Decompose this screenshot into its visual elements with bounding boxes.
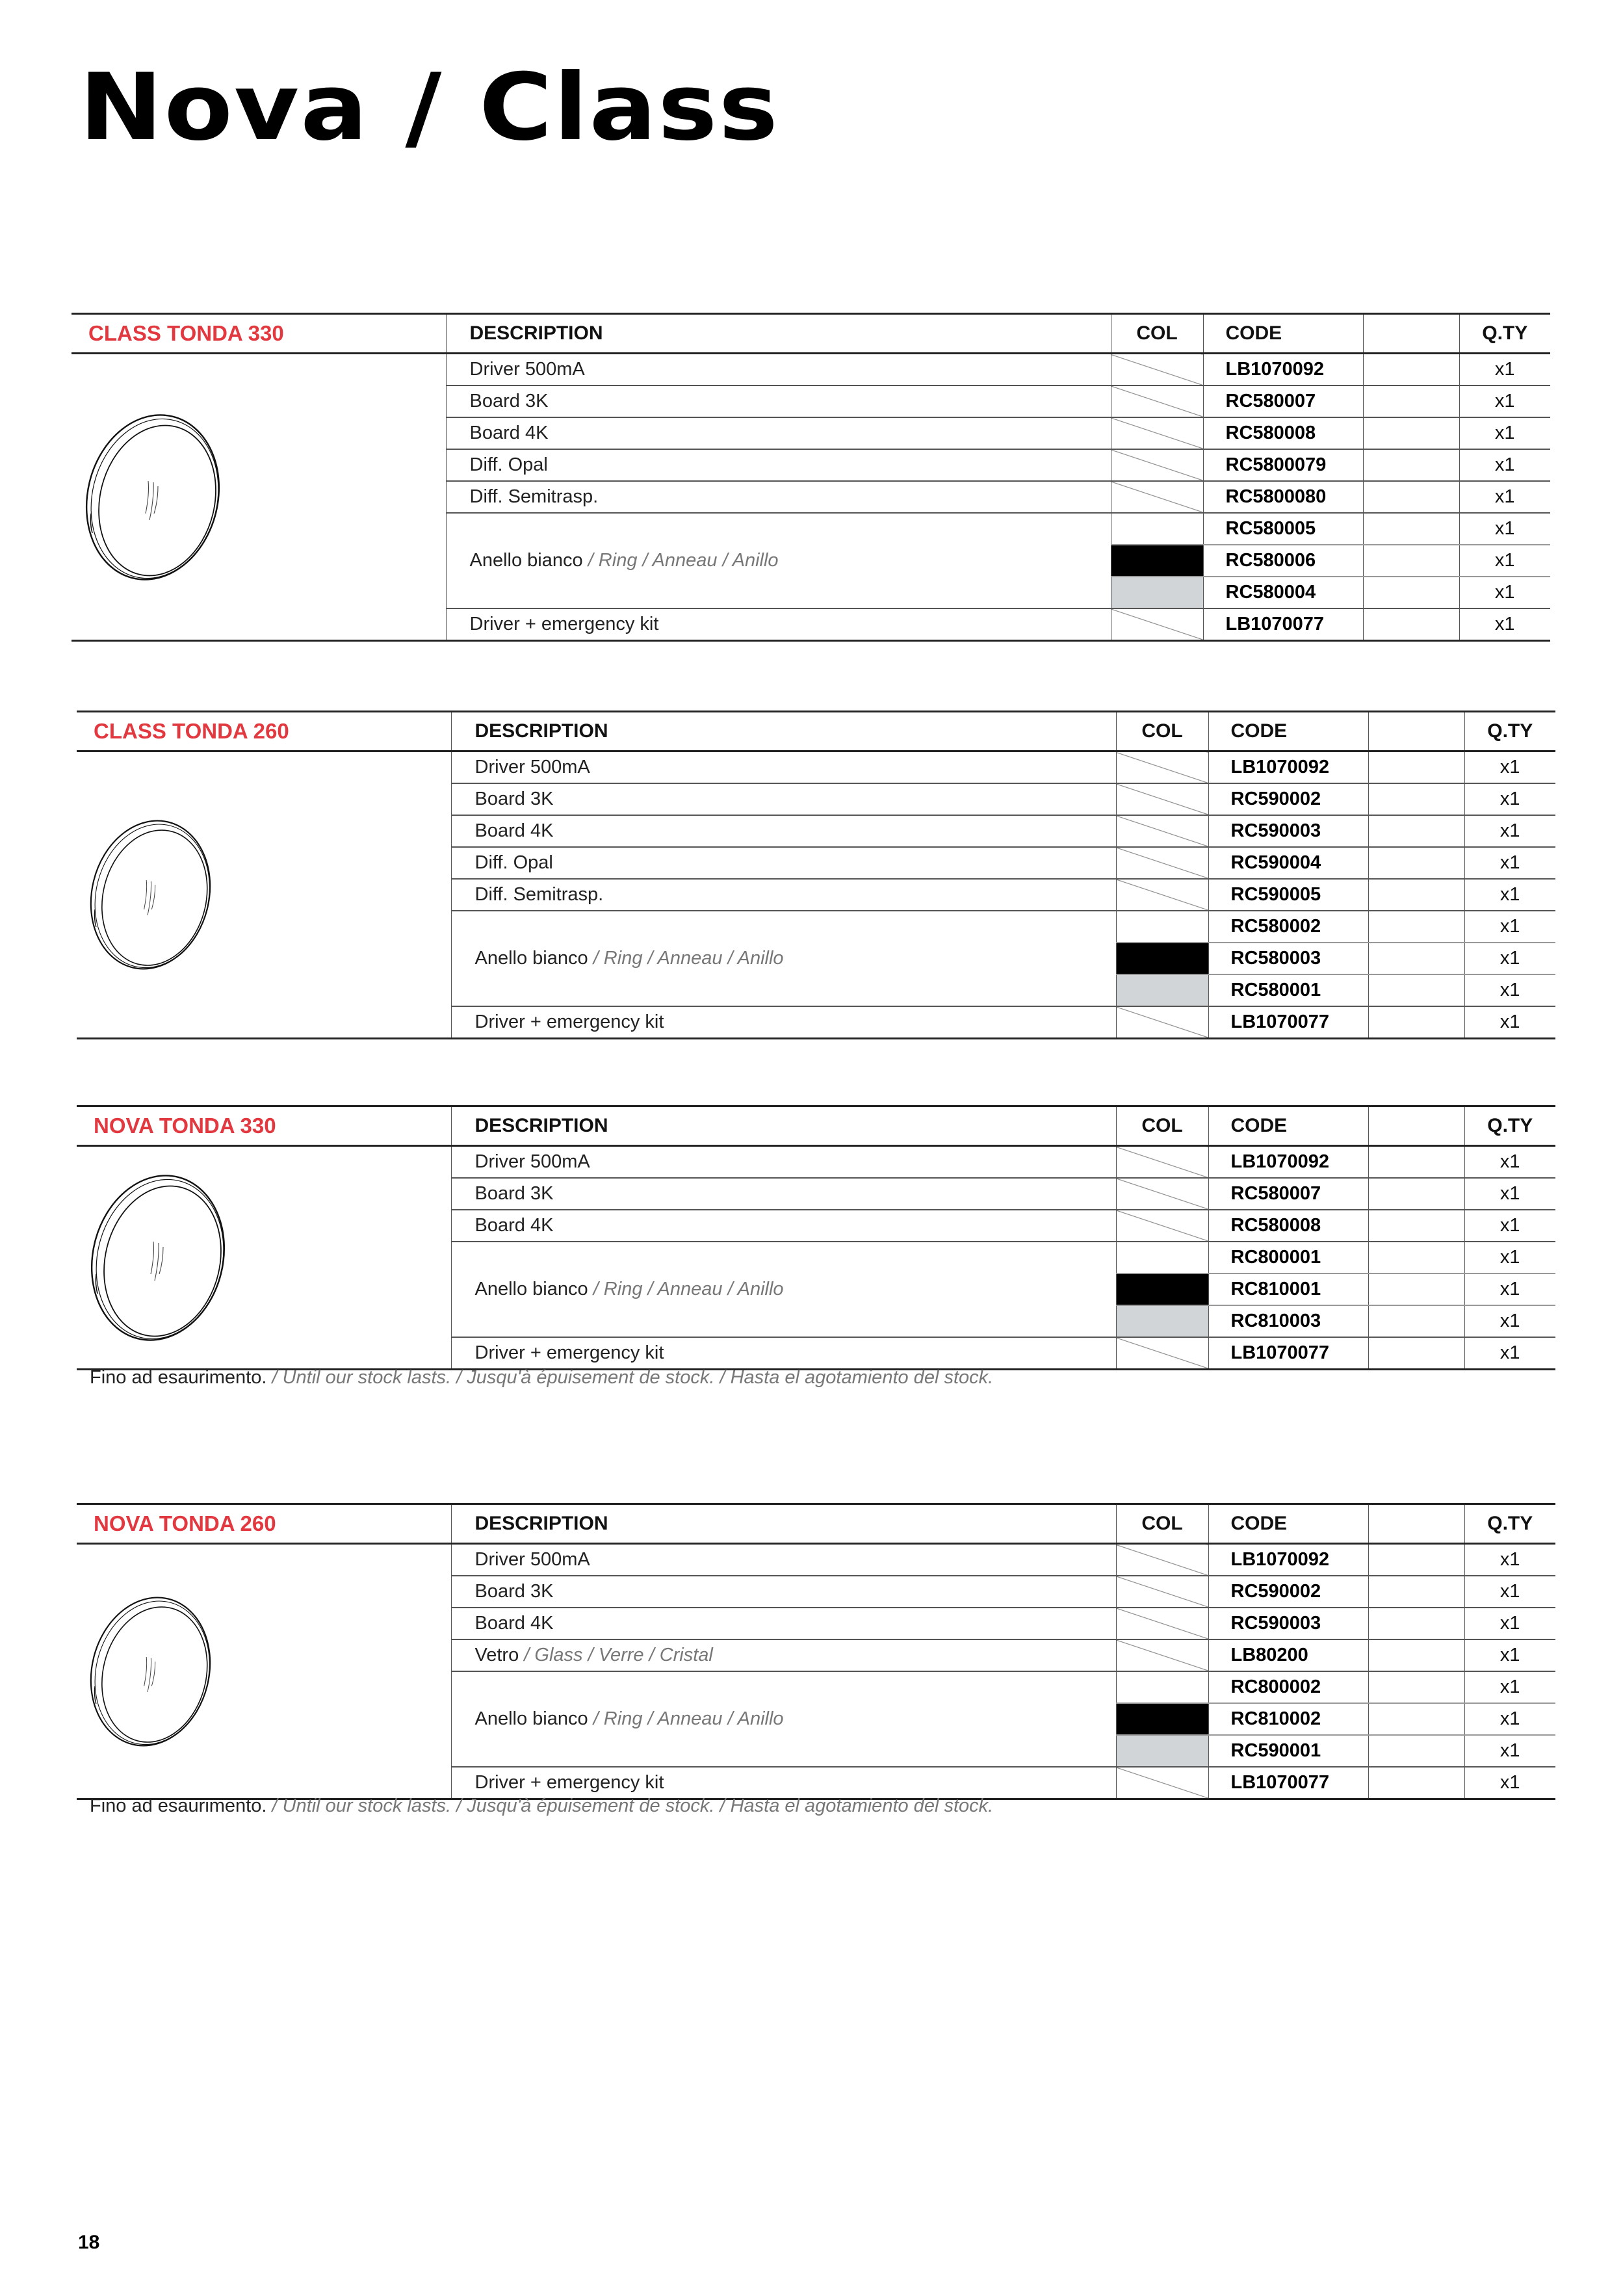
part-code: LB1070077 [1208, 1767, 1368, 1799]
description-translations: / Ring / Anneau / Anillo [588, 948, 784, 969]
blank-cell [1363, 577, 1459, 608]
description-translations: / Ring / Anneau / Anillo [588, 1279, 784, 1299]
no-color-slash-icon [1116, 1767, 1208, 1799]
description-text: Anello bianco [474, 1708, 588, 1729]
no-color-slash-icon [1116, 1608, 1208, 1639]
part-description [446, 449, 1111, 481]
part-description [446, 513, 1111, 608]
blank-cell [1368, 1178, 1464, 1210]
description-text: Driver + emergency kit [474, 1772, 664, 1793]
part-quantity: x1 [1464, 1337, 1555, 1370]
blank-cell [1368, 911, 1464, 943]
code-header: CODE [1208, 1504, 1368, 1544]
part-quantity: x1 [1459, 513, 1550, 545]
blank-cell [1368, 974, 1464, 1006]
part-code: RC5800080 [1203, 481, 1363, 513]
no-color-slash-icon [1111, 417, 1203, 449]
section-nova-tonda-260 [77, 1503, 1555, 1800]
description-text: Driver + emergency kit [474, 1011, 664, 1032]
code-header: CODE [1208, 1106, 1368, 1146]
part-code: LB80200 [1208, 1639, 1368, 1671]
no-color-slash-icon [1116, 1210, 1208, 1242]
product-image [71, 354, 446, 641]
part-code: RC800001 [1208, 1242, 1368, 1273]
description-text: Driver 500mA [469, 359, 585, 380]
no-color-slash-icon [1116, 1178, 1208, 1210]
part-quantity: x1 [1464, 1608, 1555, 1639]
part-quantity: x1 [1464, 1576, 1555, 1608]
blank-cell [1368, 847, 1464, 879]
part-code: RC580008 [1208, 1210, 1368, 1242]
part-description [451, 1006, 1116, 1039]
part-code: RC590003 [1208, 815, 1368, 847]
description-translations: / Ring / Anneau / Anillo [588, 1708, 784, 1729]
description-translations: / Glass / Verre / Cristal [519, 1645, 713, 1665]
blank-cell [1363, 385, 1459, 417]
part-code: LB1070092 [1208, 751, 1368, 784]
description-header: DESCRIPTION [446, 314, 1111, 354]
part-description [451, 1146, 1116, 1179]
part-code: RC590002 [1208, 783, 1368, 815]
blank-cell [1368, 1767, 1464, 1799]
part-quantity: x1 [1464, 943, 1555, 974]
code-header: CODE [1203, 314, 1363, 354]
no-color-slash-icon [1116, 879, 1208, 911]
part-code: RC580003 [1208, 943, 1368, 974]
no-color-slash-icon [1116, 1576, 1208, 1608]
description-text: Vetro [474, 1645, 519, 1665]
parts-table [77, 1503, 1555, 1800]
col-header: COL [1116, 1504, 1208, 1544]
no-color-slash-icon [1111, 449, 1203, 481]
description-text: Diff. Opal [474, 852, 553, 873]
part-description [451, 911, 1116, 1006]
parts-table [77, 711, 1555, 1039]
color-swatch-white [1116, 911, 1208, 943]
part-quantity: x1 [1459, 417, 1550, 449]
description-text: Board 3K [474, 1183, 554, 1204]
table-row [77, 751, 1555, 784]
stock-note-translations: / Until our stock lasts. / Jusqu'à épuisement de stock. / Hasta el agotamiento del stock. [266, 1367, 994, 1388]
part-description [451, 1178, 1116, 1210]
blank-cell [1368, 1703, 1464, 1735]
part-code: RC580007 [1203, 385, 1363, 417]
color-swatch-grey [1116, 1305, 1208, 1337]
color-swatch-black [1111, 545, 1203, 577]
part-quantity: x1 [1459, 577, 1550, 608]
product-name-heading: NOVA TONDA 330 [77, 1106, 451, 1146]
part-quantity: x1 [1464, 751, 1555, 784]
part-description [446, 354, 1111, 386]
description-text: Board 3K [469, 391, 549, 411]
part-description [446, 481, 1111, 513]
part-code: RC810001 [1208, 1273, 1368, 1305]
part-code: RC590004 [1208, 847, 1368, 879]
blank-cell [1363, 481, 1459, 513]
blank-cell [1368, 1305, 1464, 1337]
color-swatch-white [1111, 513, 1203, 545]
no-color-slash-icon [1116, 1639, 1208, 1671]
description-text: Diff. Opal [469, 454, 548, 475]
description-text: Anello bianco [469, 550, 583, 571]
part-quantity: x1 [1464, 1544, 1555, 1576]
blank-cell [1368, 1210, 1464, 1242]
part-description [451, 879, 1116, 911]
part-code: LB1070092 [1208, 1146, 1368, 1179]
blank-cell [1363, 354, 1459, 386]
color-swatch-white [1116, 1671, 1208, 1703]
product-image [77, 1544, 451, 1799]
blank-cell [1368, 1639, 1464, 1671]
color-swatch-black [1116, 1273, 1208, 1305]
part-quantity: x1 [1464, 1273, 1555, 1305]
part-description [451, 1608, 1116, 1639]
no-color-slash-icon [1116, 1544, 1208, 1576]
blank-cell [1368, 1608, 1464, 1639]
description-text: Driver 500mA [474, 1151, 590, 1172]
part-quantity: x1 [1459, 608, 1550, 641]
blank-header [1368, 1504, 1464, 1544]
part-description [446, 385, 1111, 417]
blank-cell [1368, 1273, 1464, 1305]
qty-header: Q.TY [1464, 1106, 1555, 1146]
blank-cell [1368, 1671, 1464, 1703]
part-code: RC590001 [1208, 1735, 1368, 1767]
part-quantity: x1 [1464, 1242, 1555, 1273]
no-color-slash-icon [1116, 847, 1208, 879]
no-color-slash-icon [1116, 1146, 1208, 1179]
no-color-slash-icon [1111, 385, 1203, 417]
part-description [451, 847, 1116, 879]
table-row [77, 1146, 1555, 1179]
part-description [451, 751, 1116, 784]
blank-cell [1368, 1576, 1464, 1608]
description-text: Board 4K [474, 820, 554, 841]
part-code: RC580008 [1203, 417, 1363, 449]
part-quantity: x1 [1459, 354, 1550, 386]
part-quantity: x1 [1464, 1703, 1555, 1735]
part-code: LB1070092 [1203, 354, 1363, 386]
lamp-illustration-icon [83, 1170, 233, 1346]
part-quantity: x1 [1464, 1305, 1555, 1337]
no-color-slash-icon [1116, 751, 1208, 784]
stock-note [90, 1795, 993, 1817]
parts-table [77, 1105, 1555, 1370]
stock-note-text: Fino ad esaurimento. [90, 1795, 267, 1816]
product-image [77, 1146, 451, 1370]
description-text: Board 4K [469, 423, 549, 443]
table-header-row [77, 1504, 1555, 1544]
table-row [71, 354, 1550, 386]
page-title: Nova / Class [79, 54, 780, 161]
part-code: RC580001 [1208, 974, 1368, 1006]
part-quantity: x1 [1464, 974, 1555, 1006]
no-color-slash-icon [1116, 1006, 1208, 1039]
description-translations: / Ring / Anneau / Anillo [582, 550, 779, 571]
description-text: Board 4K [474, 1215, 554, 1236]
description-header: DESCRIPTION [451, 1106, 1116, 1146]
code-header: CODE [1208, 712, 1368, 751]
part-description [446, 608, 1111, 641]
part-quantity: x1 [1464, 911, 1555, 943]
part-description [451, 1242, 1116, 1337]
table-header-row [77, 1106, 1555, 1146]
description-text: Board 3K [474, 789, 554, 809]
part-description [451, 1544, 1116, 1576]
lamp-illustration-icon [83, 1593, 218, 1751]
part-quantity: x1 [1464, 1767, 1555, 1799]
description-text: Driver 500mA [474, 1549, 590, 1570]
blank-cell [1363, 608, 1459, 641]
part-code: RC590005 [1208, 879, 1368, 911]
table-header-row [77, 712, 1555, 751]
product-name-heading: CLASS TONDA 330 [71, 314, 446, 354]
no-color-slash-icon [1111, 354, 1203, 386]
parts-table [71, 313, 1550, 642]
description-header: DESCRIPTION [451, 712, 1116, 751]
part-description [451, 1671, 1116, 1767]
part-quantity: x1 [1464, 1210, 1555, 1242]
part-description [446, 417, 1111, 449]
no-color-slash-icon [1111, 481, 1203, 513]
blank-header [1363, 314, 1459, 354]
description-text: Driver 500mA [474, 757, 590, 777]
blank-cell [1363, 449, 1459, 481]
description-text: Driver + emergency kit [474, 1342, 664, 1363]
no-color-slash-icon [1116, 815, 1208, 847]
blank-header [1368, 712, 1464, 751]
blank-cell [1368, 1242, 1464, 1273]
part-description [451, 815, 1116, 847]
part-quantity: x1 [1464, 1006, 1555, 1039]
part-quantity: x1 [1464, 847, 1555, 879]
blank-cell [1363, 417, 1459, 449]
color-swatch-white [1116, 1242, 1208, 1273]
part-quantity: x1 [1459, 545, 1550, 577]
col-header: COL [1116, 1106, 1208, 1146]
lamp-illustration-icon [78, 410, 227, 585]
lamp-illustration-icon [83, 816, 218, 974]
blank-header [1368, 1106, 1464, 1146]
description-text: Driver + emergency kit [469, 614, 659, 634]
color-swatch-black [1116, 1703, 1208, 1735]
part-code: LB1070092 [1208, 1544, 1368, 1576]
part-code: RC810002 [1208, 1703, 1368, 1735]
product-name-heading: NOVA TONDA 260 [77, 1504, 451, 1544]
part-code: RC580006 [1203, 545, 1363, 577]
page-number: 18 [78, 2232, 100, 2253]
col-header: COL [1116, 712, 1208, 751]
part-quantity: x1 [1459, 481, 1550, 513]
color-swatch-black [1116, 943, 1208, 974]
part-code: RC580004 [1203, 577, 1363, 608]
description-text: Anello bianco [474, 948, 588, 969]
part-code: RC590002 [1208, 1576, 1368, 1608]
part-description [451, 1767, 1116, 1799]
description-text: Diff. Semitrasp. [474, 884, 604, 905]
no-color-slash-icon [1111, 608, 1203, 641]
blank-cell [1368, 815, 1464, 847]
blank-cell [1368, 1146, 1464, 1179]
section-class-tonda-260 [77, 711, 1555, 1039]
part-quantity: x1 [1464, 1639, 1555, 1671]
part-code: RC5800079 [1203, 449, 1363, 481]
part-quantity: x1 [1464, 783, 1555, 815]
no-color-slash-icon [1116, 1337, 1208, 1370]
description-header: DESCRIPTION [451, 1504, 1116, 1544]
table-header-row [71, 314, 1550, 354]
color-swatch-grey [1116, 974, 1208, 1006]
part-description [451, 783, 1116, 815]
qty-header: Q.TY [1464, 712, 1555, 751]
part-description [451, 1337, 1116, 1370]
description-text: Diff. Semitrasp. [469, 486, 599, 507]
qty-header: Q.TY [1464, 1504, 1555, 1544]
part-code: RC590003 [1208, 1608, 1368, 1639]
table-row [77, 1544, 1555, 1576]
blank-cell [1368, 943, 1464, 974]
blank-cell [1363, 513, 1459, 545]
part-code: RC810003 [1208, 1305, 1368, 1337]
part-quantity: x1 [1464, 1735, 1555, 1767]
qty-header: Q.TY [1459, 314, 1550, 354]
section-nova-tonda-330 [77, 1105, 1555, 1370]
blank-cell [1368, 1337, 1464, 1370]
part-code: LB1070077 [1203, 608, 1363, 641]
part-quantity: x1 [1464, 1146, 1555, 1179]
stock-note [90, 1367, 993, 1389]
stock-note-text: Fino ad esaurimento. [90, 1367, 267, 1388]
part-description [451, 1639, 1116, 1671]
part-code: RC580005 [1203, 513, 1363, 545]
part-code: RC580007 [1208, 1178, 1368, 1210]
blank-cell [1368, 1544, 1464, 1576]
col-header: COL [1111, 314, 1203, 354]
product-name-heading: CLASS TONDA 260 [77, 712, 451, 751]
description-text: Anello bianco [474, 1279, 588, 1299]
stock-note-translations: / Until our stock lasts. / Jusqu'à épuisement de stock. / Hasta el agotamiento del stock. [266, 1795, 994, 1816]
blank-cell [1368, 1006, 1464, 1039]
section-class-tonda-330 [71, 313, 1550, 642]
part-code: LB1070077 [1208, 1337, 1368, 1370]
blank-cell [1363, 545, 1459, 577]
part-quantity: x1 [1464, 815, 1555, 847]
part-quantity: x1 [1464, 879, 1555, 911]
product-image [77, 751, 451, 1039]
part-description [451, 1576, 1116, 1608]
part-description [451, 1210, 1116, 1242]
part-quantity: x1 [1464, 1178, 1555, 1210]
description-text: Board 3K [474, 1581, 554, 1602]
part-code: RC580002 [1208, 911, 1368, 943]
blank-cell [1368, 1735, 1464, 1767]
no-color-slash-icon [1116, 783, 1208, 815]
color-swatch-grey [1111, 577, 1203, 608]
color-swatch-grey [1116, 1735, 1208, 1767]
description-text: Board 4K [474, 1613, 554, 1634]
blank-cell [1368, 879, 1464, 911]
part-code: RC800002 [1208, 1671, 1368, 1703]
part-quantity: x1 [1459, 385, 1550, 417]
part-quantity: x1 [1464, 1671, 1555, 1703]
part-code: LB1070077 [1208, 1006, 1368, 1039]
blank-cell [1368, 783, 1464, 815]
blank-cell [1368, 751, 1464, 784]
part-quantity: x1 [1459, 449, 1550, 481]
